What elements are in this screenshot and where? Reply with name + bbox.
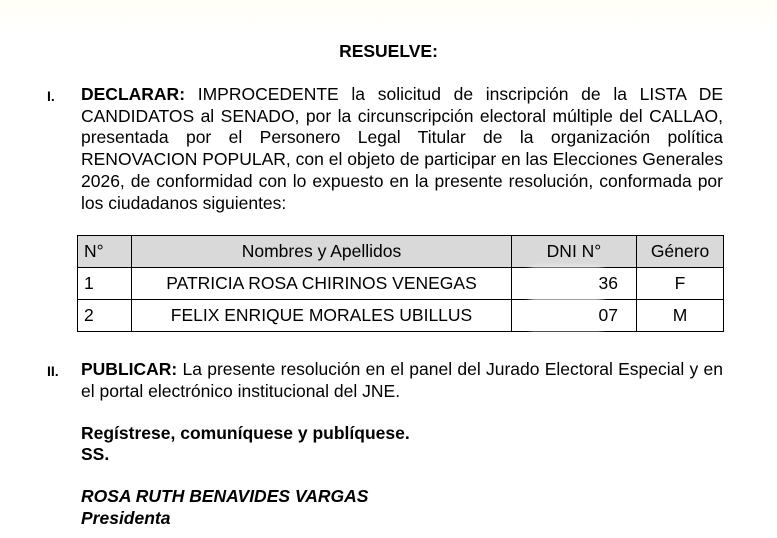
candidates-table (77, 235, 724, 332)
row-dni (512, 268, 637, 300)
table-row (78, 300, 724, 332)
row-name: FELIX ENRIQUE MORALES UBILLUS (132, 300, 512, 332)
header-number: N° (78, 236, 132, 268)
item-text-declarar: IMPROCEDENTE la solicitud de inscripción de la LISTA DE CANDIDATOS al SENADO, por la circunscripción electoral múltiple del CALLAO, presentada por el Personero Legal Titular de la organización política RENOVACION POPULAR, con el objeto de participar en las Elecciones Generales 2026, de conformidad con lo expuesto en la presente resolución, conformada por los ciudadanos siguientes: (81, 84, 723, 213)
item-declarar-paragraph (81, 84, 723, 214)
closing-line-ss: SS. (81, 444, 110, 464)
row-dni-value: 36 (598, 273, 618, 293)
header-names: Nombres y Apellidos (132, 236, 512, 268)
header-gender: Género (637, 236, 724, 268)
closing-line-register: Regístrese, comuníquese y publíquese. (81, 423, 410, 443)
item-keyword-publicar: PUBLICAR: (81, 359, 178, 379)
signatory-title: Presidenta (81, 507, 171, 528)
top-band (0, 0, 777, 32)
table-row (78, 268, 724, 300)
item-publicar-paragraph (81, 359, 723, 402)
row-number: 1 (78, 268, 132, 300)
item-keyword-declarar: DECLARAR: (81, 84, 186, 104)
redaction-mark (534, 304, 598, 326)
row-number: 2 (78, 300, 132, 332)
item-text-publicar: La presente resolución en el panel del Jurado Electoral Especial y en el portal electrónico institucional del JNE. (81, 359, 723, 401)
signature-block (81, 486, 368, 529)
header-dni: DNI N° (512, 236, 637, 268)
row-dni-value: 07 (598, 305, 618, 325)
resolution-heading: RESUELVE: (339, 41, 438, 61)
item-numeral-2: II. (47, 363, 59, 379)
row-gender: M (637, 300, 724, 332)
row-name: PATRICIA ROSA CHIRINOS VENEGAS (132, 268, 512, 300)
redaction-mark (534, 272, 598, 294)
table-header-row (78, 236, 724, 268)
row-dni (512, 300, 637, 332)
item-numeral-1: I. (47, 88, 55, 104)
row-gender: F (637, 268, 724, 300)
signatory-name: ROSA RUTH BENAVIDES VARGAS (81, 486, 369, 506)
